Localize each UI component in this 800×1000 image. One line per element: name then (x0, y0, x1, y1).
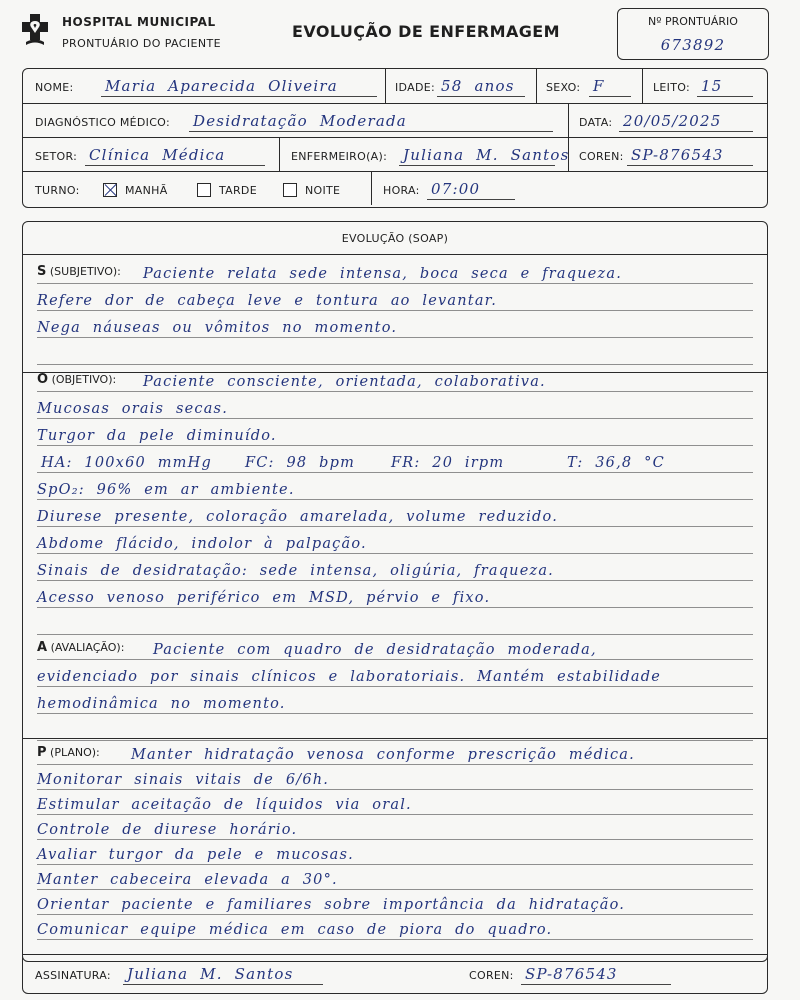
t-value: T: 36,8 °C (567, 455, 665, 471)
soap-line[interactable] (37, 289, 753, 311)
soap-line[interactable] (37, 818, 753, 840)
plano-text: Controle de diurese horário. (37, 822, 298, 838)
plano-text: Orientar paciente e familiares sobre importância da hidratação. (37, 897, 626, 913)
soap-line[interactable] (37, 843, 753, 865)
coren-label: COREN: (579, 150, 624, 163)
assinatura-field[interactable]: Juliana M. Santos (123, 963, 323, 985)
objetivo-text: Turgor da pele diminuído. (37, 428, 277, 444)
leito-label: LEITO: (653, 81, 691, 94)
prontuario-label: Nº PRONTUÁRIO (648, 15, 738, 28)
page-title: EVOLUÇÃO DE ENFERMAGEM (292, 22, 560, 41)
diagnostico-field[interactable]: Desidratação Moderada (189, 110, 553, 132)
soap-line[interactable] (37, 638, 753, 660)
soap-line[interactable] (37, 918, 753, 940)
soap-line[interactable] (37, 532, 753, 554)
avaliacao-text: hemodinâmica no momento. (37, 696, 286, 712)
fr-value: FR: 20 irpm (391, 455, 505, 471)
soap-line[interactable] (37, 424, 753, 446)
soap-title: EVOLUÇÃO (SOAP) (23, 222, 767, 255)
coren-field[interactable]: SP-876543 (627, 144, 753, 166)
data-label: DATA: (579, 116, 613, 129)
enfermeiro-label: ENFERMEIRO(A): (291, 150, 388, 163)
soap-line[interactable] (37, 793, 753, 815)
patient-row-3 (23, 137, 767, 171)
plano-text: Manter cabeceira elevada a 30°. (37, 872, 338, 888)
turno-tarde-label: TARDE (219, 184, 257, 197)
sig-coren-field[interactable]: SP-876543 (521, 963, 671, 985)
soap-line[interactable] (37, 893, 753, 915)
objetivo-text: Paciente consciente, orientada, colaborativa. (143, 374, 546, 390)
data-field[interactable]: 20/05/2025 (619, 110, 753, 132)
soap-line[interactable] (37, 478, 753, 500)
soap-line[interactable] (37, 262, 753, 284)
plano-text: Manter hidratação venosa conforme prescrição médica. (131, 747, 635, 763)
idade-field[interactable]: 58 anos (437, 75, 525, 97)
avaliacao-text: evidenciado por sinais clínicos e laboratoriais. Mantém estabilidade (37, 669, 662, 685)
nome-field[interactable]: Maria Aparecida Oliveira (101, 75, 377, 97)
diagnostico-label: DIAGNÓSTICO MÉDICO: (35, 116, 170, 129)
plano-text: Estimular aceitação de líquidos via oral. (37, 797, 412, 813)
plano-text: Monitorar sinais vitais de 6/6h. (37, 772, 330, 788)
soap-box (22, 221, 768, 962)
leito-field[interactable]: 15 (697, 75, 753, 97)
signature-box (22, 954, 768, 994)
turno-noite-checkbox[interactable] (283, 183, 297, 197)
turno-noite-label: NOITE (305, 184, 341, 197)
assinatura-label: ASSINATURA: (35, 969, 111, 982)
objetivo-text: Mucosas orais secas. (37, 401, 229, 417)
nome-label: NOME: (35, 81, 74, 94)
plano-text: Avaliar turgor da pele e mucosas. (37, 847, 354, 863)
record-subtitle: PRONTUÁRIO DO PACIENTE (62, 37, 221, 50)
soap-line[interactable] (37, 370, 753, 392)
hospital-cross-logo-icon (20, 12, 50, 46)
soap-line[interactable] (37, 768, 753, 790)
subjetivo-text: Nega náuseas ou vômitos no momento. (37, 320, 398, 336)
sexo-label: SEXO: (546, 81, 581, 94)
avaliacao-label: A (AVALIAÇÃO): (37, 640, 125, 655)
soap-line[interactable] (37, 397, 753, 419)
enfermeiro-field[interactable]: Juliana M. Santos (399, 144, 555, 166)
prontuario-box (617, 8, 769, 60)
soap-line[interactable] (37, 692, 753, 714)
ha-value: HA: 100x60 mmHg (41, 455, 212, 471)
objetivo-text: Diurese presente, coloração amarelada, volume reduzido. (37, 509, 559, 525)
section-divider (23, 738, 767, 739)
turno-manha-label: MANHÃ (125, 184, 168, 197)
soap-line[interactable] (37, 343, 753, 365)
patient-row-1 (23, 69, 767, 103)
subjetivo-label: S (SUBJETIVO): (37, 264, 121, 279)
hora-field[interactable]: 07:00 (427, 178, 515, 200)
objetivo-text: Acesso venoso periférico em MSD, pérvio e fixo. (37, 590, 491, 606)
soap-line[interactable] (37, 743, 753, 765)
patient-row-2 (23, 103, 767, 137)
subjetivo-text: Paciente relata sede intensa, boca seca e fraqueza. (143, 266, 623, 282)
document-header (0, 0, 800, 68)
patient-row-4 (23, 171, 767, 205)
sexo-field[interactable]: F (589, 75, 631, 97)
plano-text: Comunicar equipe médica em caso de piora do quadro. (37, 922, 553, 938)
objetivo-text: Sinais de desidratação: sede intensa, oligúria, fraqueza. (37, 563, 554, 579)
turno-label: TURNO: (35, 184, 80, 197)
sig-coren-label: COREN: (469, 969, 514, 982)
patient-info-box (22, 68, 768, 208)
soap-line[interactable] (37, 665, 753, 687)
soap-line[interactable] (37, 316, 753, 338)
setor-field[interactable]: Clínica Médica (85, 144, 265, 166)
subjetivo-text: Refere dor de cabeça leve e tontura ao levantar. (37, 293, 498, 309)
plano-label: P (PLANO): (37, 745, 100, 760)
setor-label: SETOR: (35, 150, 78, 163)
objetivo-text: SpO₂: 96% em ar ambiente. (37, 482, 295, 498)
objetivo-label: O (OBJETIVO): (37, 372, 117, 387)
objetivo-text: Abdome flácido, indolor à palpação. (37, 536, 367, 552)
turno-manha-checkbox[interactable] (103, 183, 117, 197)
soap-line[interactable] (37, 505, 753, 527)
soap-line[interactable] (37, 559, 753, 581)
idade-label: IDADE: (395, 81, 435, 94)
avaliacao-text: Paciente com quadro de desidratação moderada, (153, 642, 597, 658)
fc-value: FC: 98 bpm (245, 455, 356, 471)
soap-line[interactable] (37, 613, 753, 635)
vital-signs-line[interactable] (37, 451, 753, 473)
turno-tarde-checkbox[interactable] (197, 183, 211, 197)
hora-label: HORA: (383, 184, 420, 197)
soap-line[interactable] (37, 868, 753, 890)
prontuario-value[interactable]: 673892 (660, 36, 726, 54)
soap-line[interactable] (37, 586, 753, 608)
hospital-name: HOSPITAL MUNICIPAL (62, 15, 216, 29)
